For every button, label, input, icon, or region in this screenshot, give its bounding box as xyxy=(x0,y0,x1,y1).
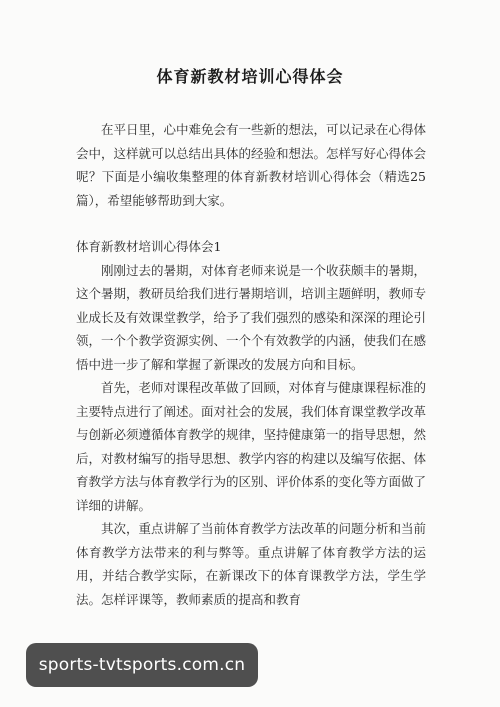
document-body xyxy=(76,118,426,611)
body-paragraph-2: 首先，老师对课程改革做了回顾，对体育与健康课程标准的主要特点进行了阐述。面对社会的发展，我们体育课堂教学改革与创新必须遵循体育教学的规律，坚持健康第一的指导思想，然后，对教材编写的指导思想、教学内容的构建以及编写依据、体育教学方法与体育教学行为的区别、评价体系的变化等方面做了详细的讲解。 xyxy=(76,380,427,513)
intro-paragraph: 在平日里，心中难免会有一些新的想法，可以记录在心得体会中，这样就可以总结出具体的经验和想法。怎样写好心得体会呢？下面是小编收集整理的体育新教材培训心得体会（精选25篇），希望能够帮助到大家。 xyxy=(76,122,427,208)
section-heading: 体育新教材培训心得体会1 xyxy=(76,239,222,254)
watermark-banner: sports-tvtsports.com.cn xyxy=(26,643,258,687)
body-paragraph-3: 其次，重点讲解了当前体育教学方法改革的问题分析和当前体育教学方法带来的利与弊等。重点讲解了体育教学方法的运用，并结合教学实际，在新课改下的体育课教学方法，学生学法。怎样评课等，教师素质的提高和教育 xyxy=(76,521,427,607)
document-title: 体育新教材培训心得体会 xyxy=(156,67,344,86)
body-paragraph-1: 刚刚过去的暑期，对体育老师来说是一个收获颇丰的暑期，这个暑期，教研员给我们进行暑期培训，培训主题鲜明，教师专业成长及有效课堂教学，给予了我们强烈的感染和深深的理论引领，一个个教学资源实例、一个个有效教学的内涵，使我们在感悟中进一步了解和掌握了新课改的发展方向和目标。 xyxy=(76,262,427,372)
